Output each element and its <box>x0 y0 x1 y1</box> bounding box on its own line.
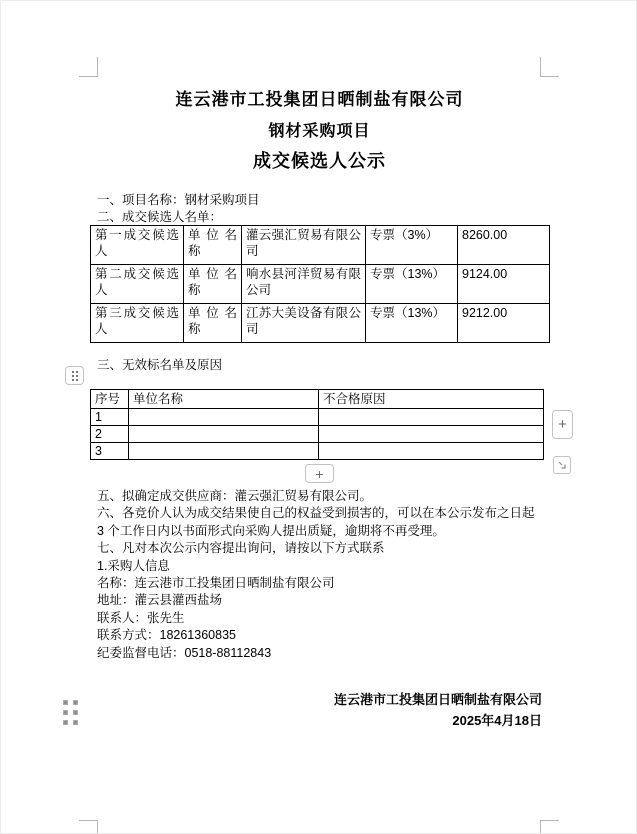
section-item-3: 三、无效标名单及原因 <box>97 358 223 372</box>
candidates-table[interactable] <box>90 225 550 343</box>
purchaser-contact: 联系人：张先生 <box>97 610 185 625</box>
margin-corner-top-right <box>540 57 559 77</box>
section-item-2: 二、成交候选人名单： <box>97 210 223 225</box>
doc-title-company: 连云港市工投集团日晒制盐有限公司 <box>175 90 464 109</box>
plus-icon: + <box>315 465 324 482</box>
col-header-company: 单位名称 <box>129 390 319 409</box>
section-item-7: 七、凡对本次公示内容提出询问，请按以下方式联系 <box>97 541 385 556</box>
table-row <box>91 409 544 426</box>
candidate-label[interactable]: 单位名称 <box>184 226 242 265</box>
candidate-amount[interactable]: 9212.00 <box>458 304 550 343</box>
invalid-company[interactable] <box>129 426 319 443</box>
candidate-company[interactable]: 响水县河洋贸易有限公司 <box>242 265 366 304</box>
table-row <box>91 226 550 265</box>
invalid-no[interactable]: 2 <box>91 426 129 443</box>
candidate-company[interactable]: 江苏大美设备有限公司 <box>242 304 366 343</box>
body-paragraphs <box>97 488 549 662</box>
candidate-company[interactable]: 灌云强汇贸易有限公司 <box>242 226 366 265</box>
table-move-handle[interactable] <box>65 366 84 385</box>
margin-corner-top-left <box>79 57 98 77</box>
drag-dots-icon <box>72 371 78 381</box>
candidate-rank[interactable]: 第一成交候选人 <box>91 226 184 265</box>
invalid-reason[interactable] <box>319 443 544 460</box>
table-row <box>91 426 544 443</box>
purchaser-address: 地址：灌云县灌西盐场 <box>97 593 223 608</box>
table-row <box>91 304 550 343</box>
candidate-invoice[interactable]: 专票（13%） <box>366 304 458 343</box>
signature-company: 连云港市工投集团日晒制盐有限公司 <box>333 692 542 707</box>
candidate-invoice[interactable]: 专票（13%） <box>366 265 458 304</box>
table-row <box>91 443 544 460</box>
doc-title-project: 钢材采购项目 <box>268 123 371 140</box>
invalid-company[interactable] <box>129 443 319 460</box>
signature-date: 2025年4月18日 <box>452 713 542 728</box>
candidate-label[interactable]: 单位名称 <box>184 304 242 343</box>
doc-title-notice: 成交候选人公示 <box>253 151 386 171</box>
invalid-reason[interactable] <box>319 409 544 426</box>
table-resize-button[interactable] <box>553 456 571 474</box>
candidate-rank[interactable]: 第三成交候选人 <box>91 304 184 343</box>
section-1-2 <box>97 192 260 227</box>
invalid-company[interactable] <box>129 409 319 426</box>
table-header-row <box>91 390 544 409</box>
add-column-button[interactable] <box>552 410 573 439</box>
table-row <box>91 265 550 304</box>
candidate-rank[interactable]: 第二成交候选人 <box>91 265 184 304</box>
section-item-6-line1: 六、各竞价人认为成交结果使自己的权益受到损害的，可以在本公示发布之日起 <box>97 506 535 521</box>
candidate-amount[interactable]: 8260.00 <box>458 226 550 265</box>
candidate-label[interactable]: 单位名称 <box>184 265 242 304</box>
col-header-reason: 不合格原因 <box>319 390 544 409</box>
section-item-1: 一、项目名称：钢材采购项目 <box>97 193 260 207</box>
invalid-no[interactable]: 3 <box>91 443 129 460</box>
purchaser-heading: 1.采购人信息 <box>97 558 170 573</box>
plus-icon: + <box>558 416 567 433</box>
signature-block <box>97 689 542 731</box>
purchaser-supervision: 纪委监督电话：0518-88112843 <box>97 645 272 660</box>
add-row-button[interactable] <box>305 464 334 483</box>
section-item-6-line2: 3 个工作日内以书面形式向采购人提出质疑，逾期将不再受理。 <box>97 523 445 538</box>
candidate-amount[interactable]: 9124.00 <box>458 265 550 304</box>
invalid-reason[interactable] <box>319 426 544 443</box>
invalid-bids-table[interactable] <box>90 389 544 460</box>
paragraph-anchor-dots-icon[interactable] <box>63 700 78 725</box>
margin-corner-bottom-left <box>79 820 98 834</box>
purchaser-name: 名称：连云港市工投集团日晒制盐有限公司 <box>97 576 335 591</box>
margin-corner-bottom-right <box>540 820 559 834</box>
candidate-invoice[interactable]: 专票（3%） <box>366 226 458 265</box>
resize-icon <box>556 459 568 471</box>
col-header-seq: 序号 <box>91 390 129 409</box>
section-item-5: 五、拟确定成交供应商：灌云强汇贸易有限公司。 <box>97 489 373 503</box>
purchaser-phone: 联系方式：18261360835 <box>97 628 236 643</box>
invalid-no[interactable]: 1 <box>91 409 129 426</box>
